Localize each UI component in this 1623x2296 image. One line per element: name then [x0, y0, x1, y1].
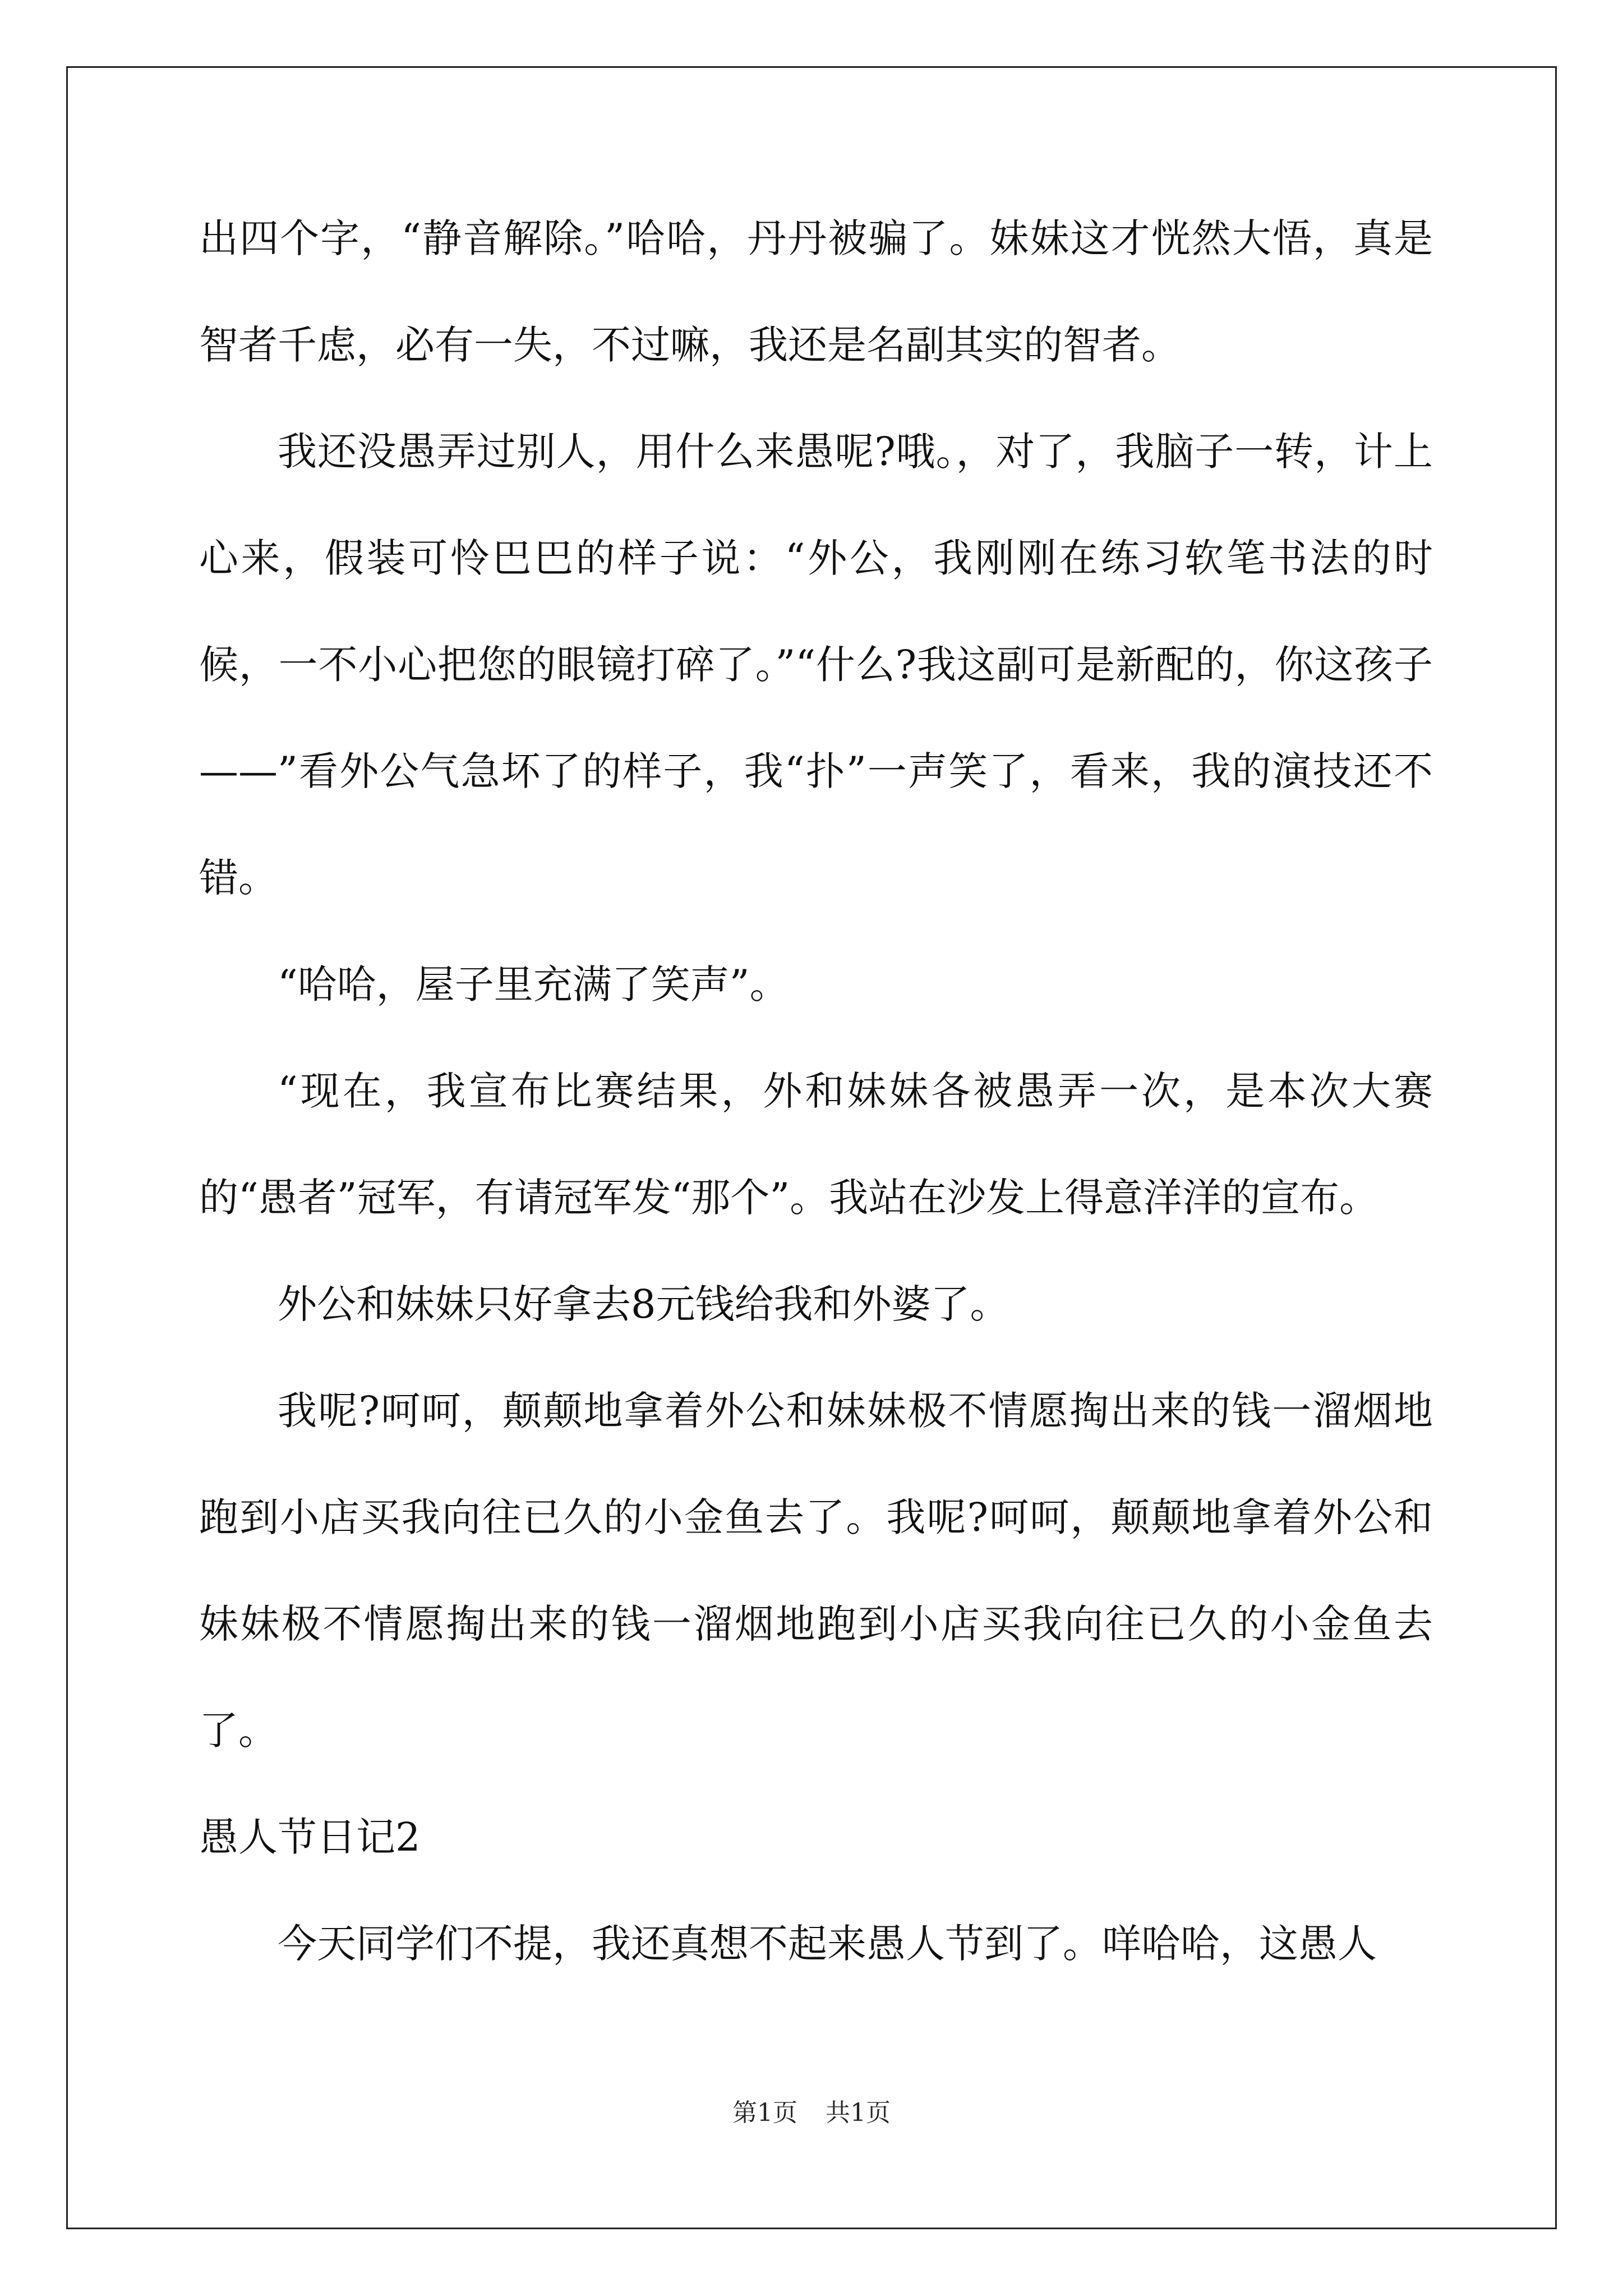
paragraph-3: “哈哈，屋子里充满了笑声”。: [278, 961, 789, 1007]
page-total: 共1页: [826, 2099, 891, 2127]
paragraph-6: 我呢?呵呵，颠颠地拿着外公和妹妹极不情愿掏出来的钱一溜烟地跑到小店买我向往已久的小金鱼去了。我呢?呵呵，颠颠地拿着外公和妹妹极不情愿掏出来的钱一溜烟地跑到小店买我向往已久的小金鱼去了。: [199, 1388, 1433, 1754]
paragraph-7: 今天同学们不提，我还真想不起来愚人节到了。咩哈哈，这愚人: [278, 1921, 1377, 1967]
page-number: 第1页: [732, 2099, 797, 2127]
document-body: [199, 185, 1433, 1997]
paragraph-1: 出四个字，“静音解除。”哈哈，丹丹被骗了。妹妹这才恍然大悟，真是智者千虑，必有一失，不过嘛，我还是名副其实的智者。: [199, 215, 1433, 368]
paragraph-5: 外公和妹妹只好拿去8元钱给我和外婆了。: [278, 1281, 1009, 1327]
paragraph-4: “现在，我宣布比赛结果，外和妹妹各被愚弄一次，是本次大赛的“愚者”冠军，有请冠军发“那个”。我站在沙发上得意洋洋的宣布。: [199, 1068, 1433, 1221]
page-footer: [0, 2092, 1623, 2128]
section-title: 愚人节日记2: [199, 1814, 421, 1860]
paragraph-2: 我还没愚弄过别人，用什么来愚呢?哦。，对了，我脑子一转，计上心来，假装可怜巴巴的样子说：“外公，我刚刚在练习软笔书法的时候，一不小心把您的眼镜打碎了。”“什么?我这副可是新配的，你这孩子——”看外公气急坏了的样子，我“扑”一声笑了，看来，我的演技还不错。: [199, 429, 1433, 901]
